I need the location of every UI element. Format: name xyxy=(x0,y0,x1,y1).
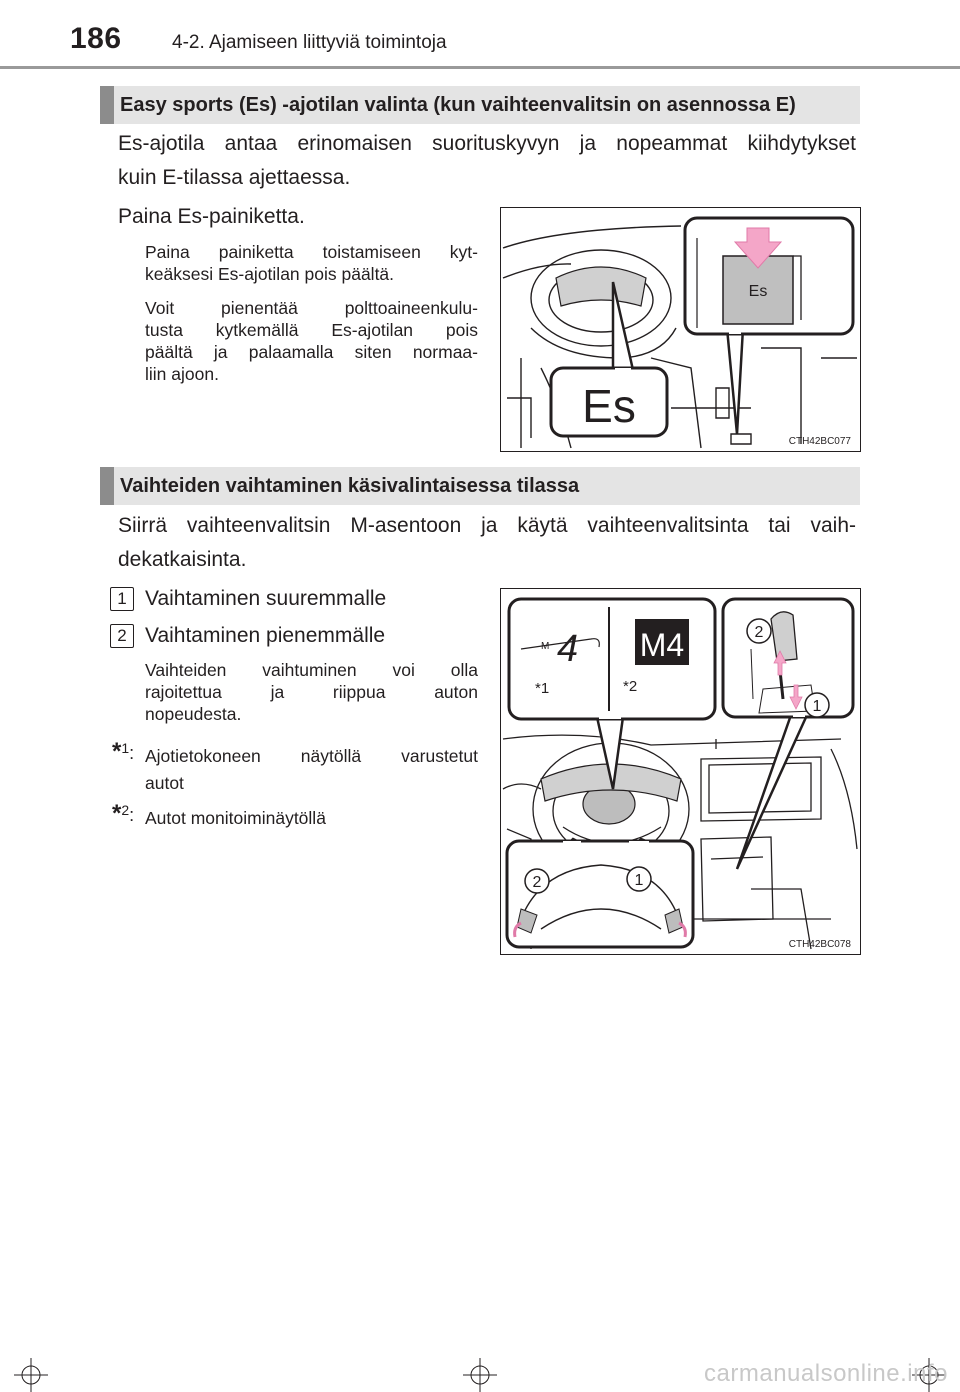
es-note-2 xyxy=(145,297,478,385)
footnote-2-sup: 2 xyxy=(121,802,130,818)
footnote-2-text: Autot monitoiminäytöllä xyxy=(145,808,326,828)
manual-intro-paragraph xyxy=(118,509,856,577)
footnote-2: *2: Autot monitoiminäytöllä xyxy=(112,800,482,828)
callout-downshift-number: 1 xyxy=(812,698,822,715)
footnote-1-line: autot xyxy=(145,773,184,793)
manual-shift-illustration xyxy=(501,589,859,953)
section-title-manual-shift: Vaihteiden vaihtaminen käsivalintaisessa tilassa xyxy=(100,467,860,505)
shift-note-line: rajoitettua ja riippua auton xyxy=(145,682,478,702)
item-number-1: 1 xyxy=(110,587,134,611)
footnote-1-line: Ajotietokoneen näytöllä varustetut xyxy=(145,746,478,766)
callout-paddle-upshift-number: 1 xyxy=(634,872,644,889)
shift-note-line: Vaihteiden vaihtuminen voi olla xyxy=(145,660,478,680)
es-note-1 xyxy=(145,241,478,285)
manual-shift-figure xyxy=(500,588,861,955)
manual-intro-line: Siirrä vaihteenvalitsin M-asentoon ja käytä vaihteenvalitsinta tai vaih- xyxy=(118,514,856,537)
footnote-1-text xyxy=(145,743,478,797)
es-button-label: Es xyxy=(748,283,768,300)
es-note-2-line: liin ajoon. xyxy=(145,364,219,384)
es-note-1-line: Paina painiketta toistamiseen kyt- xyxy=(145,242,478,262)
es-intro-line: kuin E-tilassa ajettaessa. xyxy=(118,166,351,189)
footnote-1: *1: Ajotietokoneen näytöllä varustetut autot xyxy=(112,738,482,766)
footnote-1-sup: 1 xyxy=(121,740,130,756)
es-note-2-line: tusta kytkemällä Es-ajotilan pois xyxy=(145,320,478,340)
display1-mode: M xyxy=(541,641,550,652)
es-indicator-label: Es xyxy=(582,380,636,432)
display1-footnote-ref: *1 xyxy=(535,680,550,697)
callout-paddle-downshift-number: 2 xyxy=(532,874,542,891)
display1-gear: 4 xyxy=(557,628,579,670)
item-number-2: 2 xyxy=(110,624,134,648)
watermark: carmanualsonline.info xyxy=(704,1360,948,1387)
display2-text: M4 xyxy=(639,627,685,663)
manual-intro-line: dekatkaisinta. xyxy=(118,548,247,571)
es-intro-paragraph xyxy=(118,127,856,195)
item-label-downshift: Vaihtaminen pienemmälle xyxy=(145,624,386,647)
figure-code: CTH42BC078 xyxy=(788,939,851,950)
item-label-upshift: Vaihtaminen suuremmalle xyxy=(145,587,387,610)
es-note-1-line: keäksesi Es-ajotilan pois päältä. xyxy=(145,264,395,284)
es-note-2-line: Voit pienentää polttoaineenkulu- xyxy=(145,298,478,318)
es-note-2-line: päältä ja palaamalla siten normaa- xyxy=(145,342,478,362)
header-divider xyxy=(0,66,960,69)
figure-code: CTH42BC077 xyxy=(788,436,851,447)
shift-note xyxy=(145,659,478,725)
footnote-1-mark: * xyxy=(112,738,122,765)
display2-footnote-ref: *2 xyxy=(623,678,638,695)
section-title-es-mode: Easy sports (Es) -ajotilan valinta (kun vaihteenvalitsin on asennossa E) xyxy=(100,86,860,124)
footnote-2-mark: * xyxy=(112,800,122,827)
es-instruction: Paina Es-painiketta. xyxy=(118,205,305,228)
registration-mark-icon xyxy=(14,1358,48,1392)
page-number: 186 xyxy=(70,22,122,55)
chapter-title: 4-2. Ajamiseen liittyviä toimintoja xyxy=(172,32,447,53)
es-intro-line: Es-ajotila antaa erinomaisen suorituskyvyn ja nopeammat kiihdytykset xyxy=(118,132,856,155)
callout-upshift-number: 2 xyxy=(754,624,764,641)
registration-mark-icon xyxy=(463,1358,497,1392)
es-button-figure xyxy=(500,207,861,452)
es-button-illustration xyxy=(501,208,859,450)
shift-note-line: nopeudesta. xyxy=(145,704,242,724)
